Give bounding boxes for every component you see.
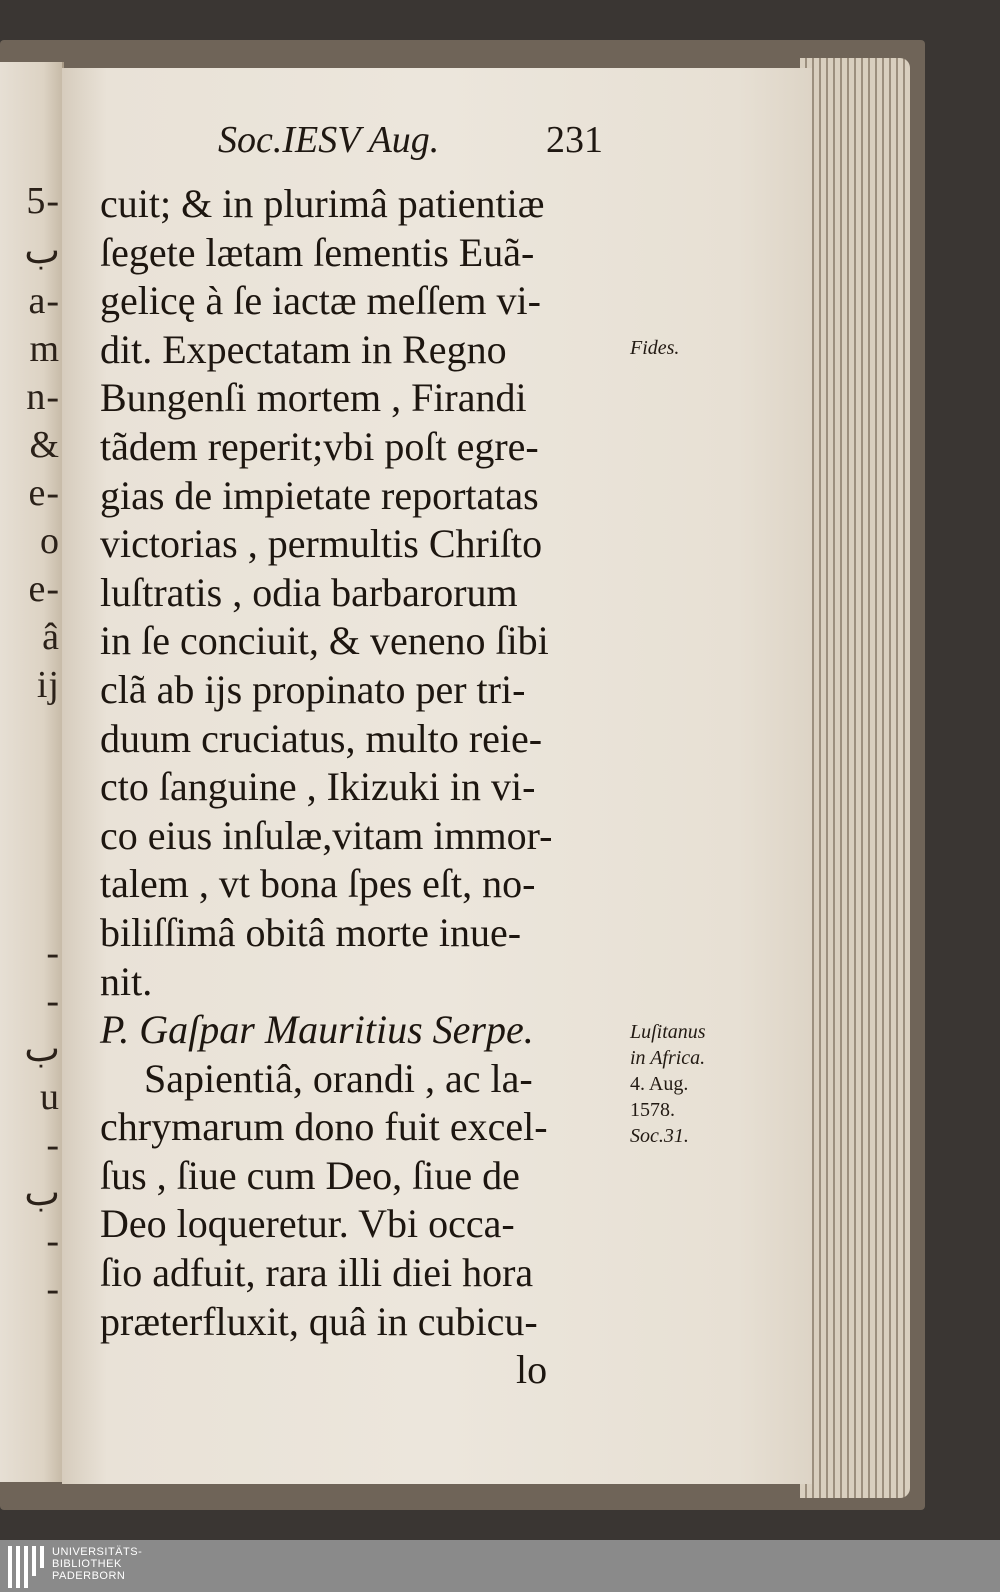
left-fragment: e- [28,472,60,514]
text-line: in ſe conciuit, & veneno ſibi [100,618,549,664]
margin-note-date: 4. Aug. [630,1073,689,1095]
left-fragment: u [40,1076,60,1118]
library-footer [0,1540,1000,1592]
left-fragment: n- [26,376,60,418]
left-fragment: - [46,980,60,1022]
left-fragment: - [46,1124,60,1166]
left-fragment: â [42,616,60,658]
text-line: talem , vt bona ſpes eſt, no- [100,861,536,907]
left-fragment: ب [24,1028,60,1070]
margin-note-lusitanus: Luſitanus [630,1021,706,1043]
text-line: biliſſimâ obitâ morte inue- [100,909,522,955]
left-fragment: & [29,424,60,466]
left-fragment: - [46,932,60,974]
left-fragment: ij [36,664,60,706]
left-page [0,62,64,1482]
text-line: Bungenſi mortem , Firandi [100,375,527,421]
catchword: lo [516,1347,548,1393]
margin-note-africa: in Africa. [630,1047,706,1069]
left-fragment: o [40,520,60,562]
library-name-line: PADERBORN [52,1570,126,1582]
text-line: gelicę à ſe iactæ meſſem vi- [100,278,541,324]
margin-note-year: 1578. [630,1099,675,1121]
left-fragment: ب [24,1172,60,1214]
running-header [218,118,603,162]
text-line: clã ab ijs propinato per tri- [100,666,526,712]
text-line: tãdem reperit;vbi poſt egre- [100,423,539,469]
page-number: 231 [546,119,603,161]
text-line: Deo loqueretur. Vbi occa- [100,1201,515,1247]
left-fragment: - [46,1220,60,1262]
library-name [52,1546,142,1582]
text-line: ſio adfuit, rara illi diei hora [100,1250,534,1296]
library-logo-icon [8,1546,48,1588]
page-edges [800,58,910,1498]
text-line: ſegete lætam ſementis Euã- [100,229,535,275]
text-line: luſtratis , odia barbarorum [100,569,518,615]
left-fragment: ب [24,230,60,272]
margin-note-soc: Soc.31. [630,1125,689,1147]
text-line: duum cruciatus, multo reie- [100,715,543,761]
text-line: cuit; & in plurimâ patientiæ [100,181,545,226]
text-line: dit. Expectatam in Regno [100,326,507,372]
section-heading: P. Gaſpar Mauritius Serpe. [100,1007,534,1053]
text-line: Sapientiâ, orandi , ac la- [144,1055,533,1101]
text-line: ſus , ſiue cum Deo, ſiue de [100,1152,520,1198]
library-name-line: UNIVERSITÄTS- [52,1546,143,1558]
text-line: gias de impietate reportatas [100,472,539,518]
left-fragment: - [46,1268,60,1310]
body-text [100,180,620,1395]
left-fragment: 5- [26,180,60,222]
running-title: Soc.IESV Aug. [218,119,440,161]
left-fragment: m [29,328,60,370]
left-fragment: a- [28,280,60,322]
text-line: co eius inſulæ,vitam immor- [100,812,553,858]
text-line: cto ſanguine , Ikizuki in vi- [100,764,536,810]
text-line: chrymarum dono fuit excel- [100,1104,548,1150]
text-line: victorias , permultis Chriſto [100,521,543,567]
left-fragment: e- [28,568,60,610]
text-line: nit. [100,958,153,1004]
text-line: præterfluxit, quâ in cubicu- [100,1298,538,1344]
library-name-line: BIBLIOTHEK [52,1558,122,1570]
margin-note-fides: Fides. [630,337,680,359]
